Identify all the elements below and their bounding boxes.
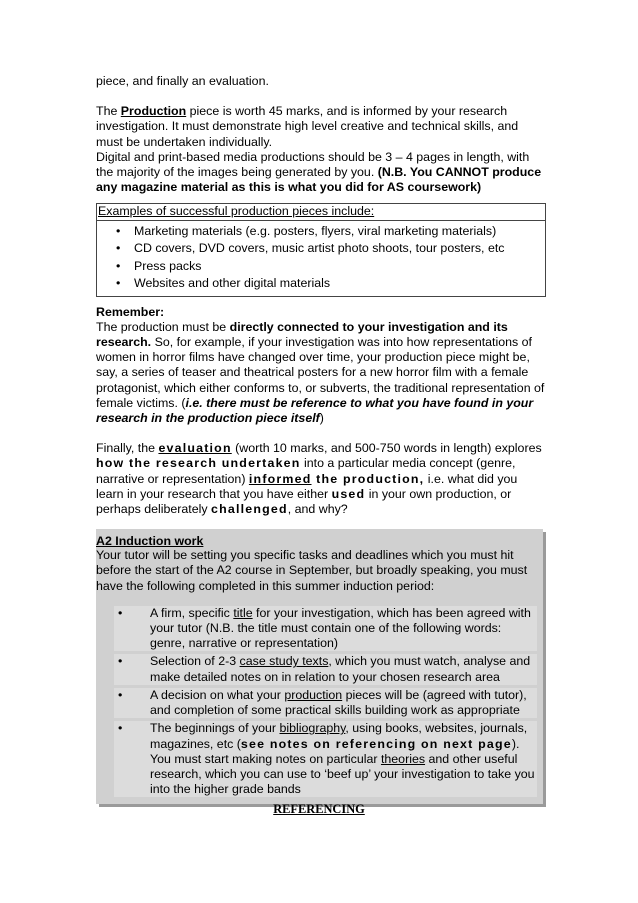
text: piece is worth 45 marks, and is informed by your research investigation. It must demonstrate high level creative and technical skills, and must be undertaken individually. <box>96 104 519 149</box>
induction-list <box>96 606 543 797</box>
bold-text: used <box>331 486 366 501</box>
list-item: • CD covers, DVD covers, music artist photo shoots, tour posters, etc <box>97 240 545 258</box>
text: (worth 10 marks, and 500-750 words in length) explores <box>231 441 542 456</box>
referencing-heading: REFERENCING <box>273 802 365 816</box>
text: So, for example, if your investigation was into how representations of women in horror films have changed over time, your production piece might be, say, a series of teaser and theatrical posters for a new horror film with a female protagonist, which either conforms to, or subverts, the traditional representation of female victims. ( <box>96 335 545 410</box>
remember-heading <box>96 305 546 320</box>
text: The <box>96 104 121 119</box>
informed-keyword: informed <box>248 471 312 486</box>
text: ). You must start making notes on particular <box>150 736 520 766</box>
list-item <box>114 654 537 684</box>
text: A firm, specific <box>150 605 234 620</box>
text: and other useful research, which you can use to ‘beef up’ your investigation to take you into the higher grade bands <box>150 751 535 797</box>
intro-line: piece, and finally an evaluation. <box>96 74 269 88</box>
text: in your own production, or perhaps deliberately <box>96 486 512 517</box>
list-item <box>114 688 537 718</box>
induction-box <box>96 529 543 804</box>
underlined-text: title <box>233 605 253 620</box>
production-note: (N.B. You CANNOT produce any magazine material as this is what you did for AS coursework) <box>96 165 542 195</box>
production-length-paragraph <box>96 150 546 196</box>
underlined-text: theories <box>380 751 426 766</box>
induction-heading: A2 Induction work <box>96 534 204 549</box>
text: i.e. what did you learn in your research that you have either <box>96 471 518 501</box>
list-item: • Marketing materials (e.g. posters, flyers, viral marketing materials) <box>97 223 545 241</box>
list-item <box>114 606 537 652</box>
text: Finally, the <box>96 441 159 456</box>
underlined-text: production <box>284 687 343 702</box>
text: , which you must watch, analyse and make detailed notes on in relation to your chosen research area <box>150 654 531 684</box>
text: The production must be <box>96 319 230 334</box>
heading-text: Remember: <box>96 304 165 319</box>
bold-text: directly connected to your investigation and its research. <box>96 319 508 350</box>
list-item: • Press packs <box>97 258 545 276</box>
text: The beginnings of your <box>150 721 280 736</box>
evaluation-keyword: evaluation <box>158 441 232 456</box>
text: pieces will be (agreed with tutor), and completion of some practical skills building work as appropriate <box>150 687 527 718</box>
text: Digital and print-based media productions should be 3 – 4 pages in length, with the majority of the images being generated by you. <box>96 149 530 180</box>
bold-text: see notes on referencing on next page <box>240 736 512 751</box>
text: Selection of 2-3 <box>150 654 240 669</box>
underlined-text: case study texts <box>239 654 329 669</box>
text: into a particular media concept (genre, narrative or representation) <box>96 456 516 486</box>
induction-body: Your tutor will be setting you specific tasks and deadlines which you must hit before the start of the A2 course in September, but broadly speaking, you must have the following completed in this summer induction period: <box>96 548 528 593</box>
text: A decision on what your <box>150 687 285 702</box>
examples-list <box>97 223 545 293</box>
text: , and why? <box>287 502 348 517</box>
document-body <box>96 74 546 804</box>
bold-text: challenged <box>211 502 288 517</box>
examples-box <box>96 203 546 296</box>
text: ) <box>319 411 324 426</box>
bold-italic-text: i.e. there must be reference to what you have found in your research in the production piece itself <box>96 395 534 426</box>
list-item: • Websites and other digital materials <box>97 275 545 293</box>
production-paragraph <box>96 104 546 150</box>
bold-text: the production, <box>311 471 425 486</box>
bold-text: how the research undertaken <box>96 456 301 471</box>
evaluation-paragraph <box>96 441 546 517</box>
text: for your investigation, which has been agreed with your tutor (N.B. the title must contain one of the following words: genre, narrative or representation) <box>150 605 531 651</box>
text: , using books, websites, journals, magazines, etc ( <box>150 721 528 751</box>
list-item <box>114 721 537 797</box>
underlined-text: bibliography <box>279 721 346 736</box>
production-keyword: Production <box>120 104 187 119</box>
remember-paragraph <box>96 320 546 426</box>
examples-heading: Examples of successful production pieces include: <box>97 204 546 220</box>
